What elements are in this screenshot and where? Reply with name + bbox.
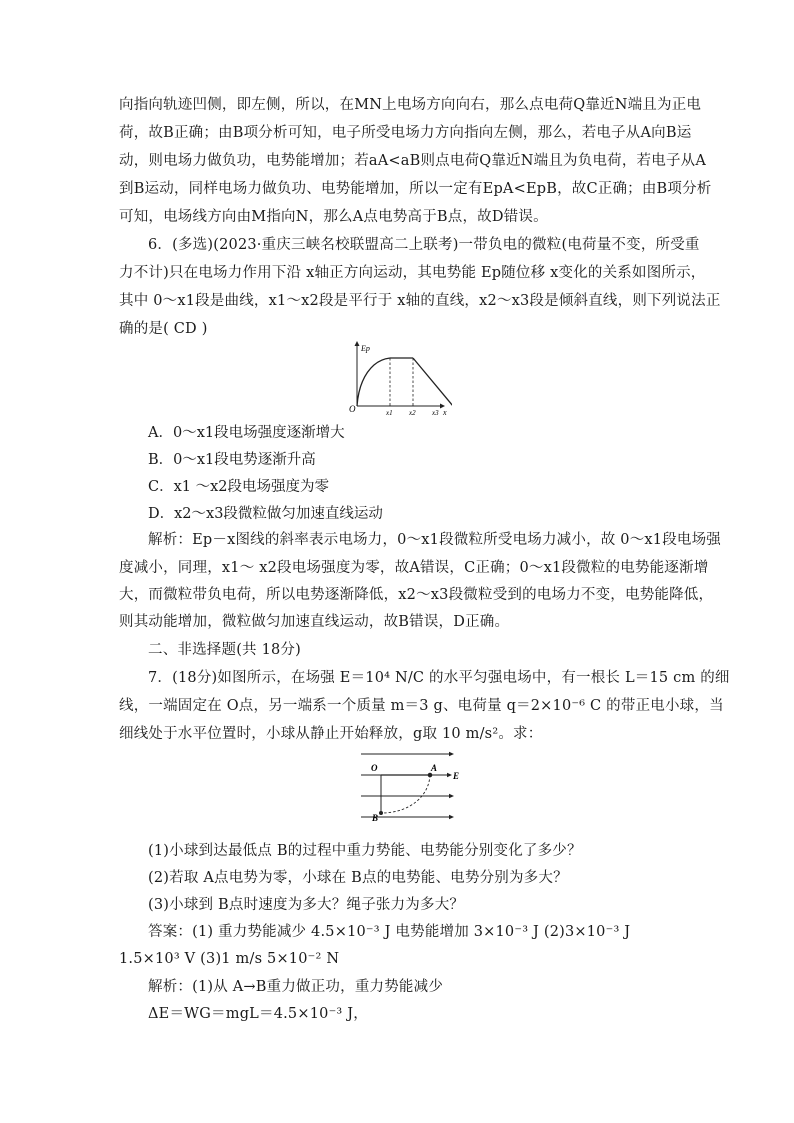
- q6-stem-line: 力不计)只在电场力作用下沿 x轴正方向运动，其电势能 Ep随位移 x变化的关系如图所示，: [119, 265, 706, 281]
- q7-subquestion-2: (2)若取 A点电势为零，小球在 B点的电势能、电势分别为多大？: [148, 870, 568, 886]
- tick-label-x2: x2: [409, 409, 416, 417]
- q7-analysis-line: 解析：(1)从 A→B重力做正功，重力势能减少: [148, 979, 444, 995]
- q7-analysis-line: ΔE＝WG＝mgL＝4.5×10⁻³ J，: [148, 1006, 368, 1022]
- q7-subquestion-3: (3)小球到 B点时速度为多大？绳子张力为多大？: [148, 897, 465, 913]
- continued-text-line: 到B运动，同样电场力做负功、电势能增加，所以一定有EpA<EpB，故C正确；由B项分析: [119, 181, 712, 197]
- q7-stem-line: 7．(18分)如图所示，在场强 E＝10⁴ N/C 的水平匀强电场中，有一根长 L＝15 cm 的细: [148, 670, 730, 686]
- q7-subquestion-1: (1)小球到达最低点 B的过程中重力势能、电势能分别变化了多少？: [148, 843, 582, 859]
- q6-stem-line: 6．(多选)(2023·重庆三峡名校联盟高二上联考)一带负电的微粒(电荷量不变，所受重: [148, 237, 700, 253]
- option-b: B．0～x1段电势逐渐升高: [148, 452, 316, 468]
- y-axis-arrow: [355, 341, 360, 346]
- label-b: B: [372, 813, 379, 823]
- q6-stem-line: 确的是( CD ): [119, 321, 208, 337]
- ep-x-graph: [312, 338, 452, 418]
- q7-stem-line: 细线处于水平位置时，小球从静止开始释放，g取 10 m/s²。求：: [119, 726, 543, 742]
- point-b: [379, 811, 383, 815]
- field-line-arrow: [449, 815, 454, 819]
- label-o: O: [371, 763, 378, 773]
- x-axis-label: x: [443, 408, 447, 417]
- continued-text-line: 向指向轨迹凹侧，即左侧，所以，在MN上电场方向向右，那么点电荷Q靠近N端且为正电: [119, 97, 702, 113]
- q6-analysis-line: 度减小，同理，x1～ x2段电场强度为零，故A错误，C正确；0～x1段微粒的电势能逐渐增: [119, 560, 709, 576]
- field-line-arrow: [447, 773, 452, 777]
- option-c: C．x1 ～x2段电场强度为零: [148, 479, 330, 495]
- arc-path: [381, 775, 430, 813]
- q7-answer-line: 答案：(1) 重力势能减少 4.5×10⁻³ J 电势能增加 3×10⁻³ J (2)3×10⁻³ J: [148, 924, 631, 940]
- field-line-arrow: [449, 752, 454, 756]
- label-a: A: [431, 763, 438, 773]
- section-heading: 二、非选择题(共 18分): [148, 642, 301, 658]
- q7-stem-line: 线，一端固定在 O点，另一端系一个质量 m＝3 g、电荷量 q＝2×10⁻⁶ C 的带正电小球，当: [119, 698, 724, 714]
- q6-stem-line: 其中 0～x1段是曲线，x1～x2段是平行于 x轴的直线，x2～x3段是倾斜直线，则下列说法正: [119, 293, 721, 309]
- sloped-segment: [413, 358, 452, 406]
- tick-label-x1: x1: [386, 409, 393, 417]
- y-axis-label: Ep: [361, 344, 370, 353]
- origin-label: O: [349, 404, 356, 414]
- electric-field-figure: [355, 746, 475, 828]
- q6-analysis-line: 解析：Ep－x图线的斜率表示电场力，0～x1段微粒所受电场力减小，故 0～x1段电场强: [148, 532, 722, 548]
- q6-analysis-line: 大，而微粒带负电荷，所以电势逐渐降低，x2～x3段微粒受到的电场力不变，电势能降低，: [119, 587, 714, 603]
- option-d: D．x2～x3段微粒做匀加速直线运动: [148, 506, 383, 522]
- continued-text-line: 荷，故B正确；由B项分析可知，电子所受电场力方向指向左侧，那么，若电子从A向B运: [119, 125, 692, 141]
- q6-analysis-line: 则其动能增加，微粒做匀加速直线运动，故B错误，D正确。: [119, 614, 510, 630]
- tick-label-x3: x3: [432, 409, 439, 417]
- curve-segment: [357, 358, 390, 406]
- option-a: A．0～x1段电场强度逐渐增大: [148, 425, 345, 441]
- label-e: E: [453, 771, 460, 781]
- continued-text-line: 可知，电场线方向由M指向N，那么A点电势高于B点，故D错误。: [119, 209, 548, 225]
- continued-text-line: 动，则电场力做负功，电势能增加；若aA<aB则点电荷Q靠近N端且为负电荷，若电子从A: [119, 153, 707, 169]
- q7-answer-line: 1.5×10³ V (3)1 m/s 5×10⁻² N: [119, 951, 340, 967]
- field-line-arrow: [449, 794, 454, 798]
